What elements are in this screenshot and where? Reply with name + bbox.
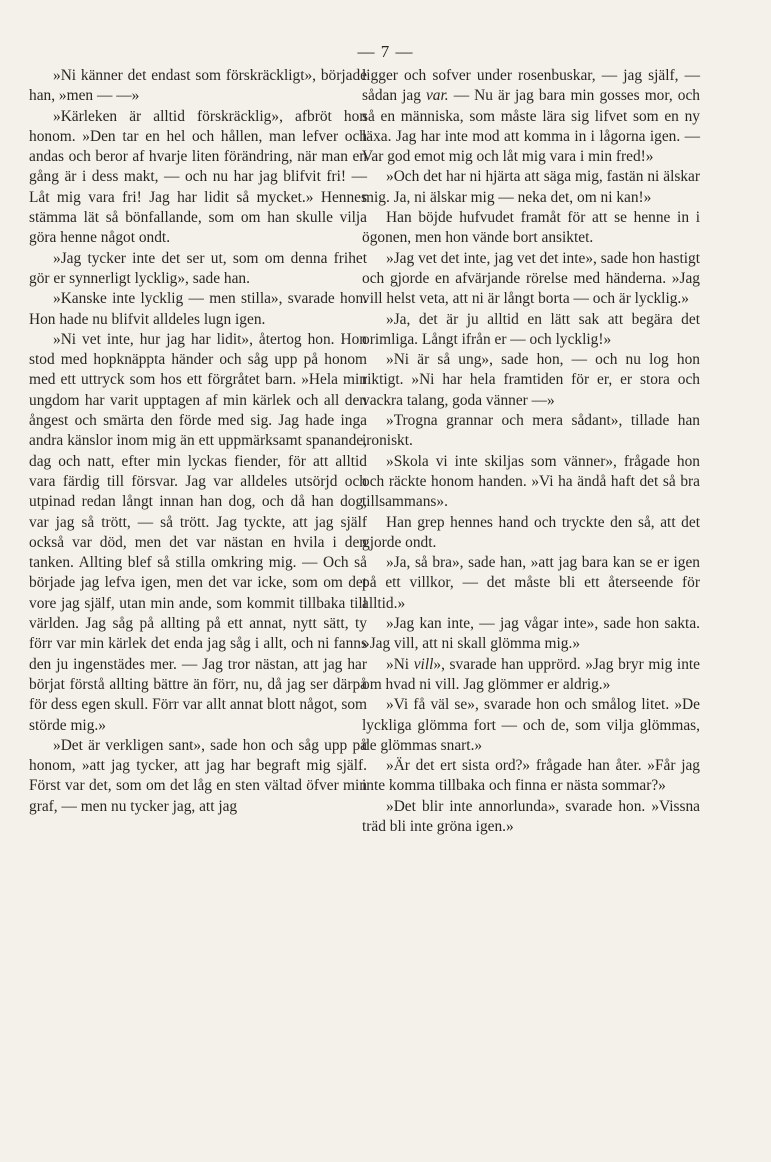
left-text-column [29, 66, 367, 817]
paragraph: »Skola vi inte skiljas som vänner», frågade hon och räckte honom handen. »Vi ha ändå haft det så bra tillsammans». [362, 452, 700, 511]
paragraph: »Trogna grannar och mera sådant», tillade han ironiskt. [362, 412, 700, 450]
paragraph-continued [362, 66, 700, 167]
paragraph: »Är det ert sista ord?» frågade han åter. »Får jag inte komma tillbaka och finna er nästa sommar?» [362, 757, 700, 795]
paragraph: »Ja, det är ju alltid en lätt sak att begära det orimliga. Långt ifrån er — och lycklig!» [362, 310, 700, 348]
paragraph: »Jag tycker inte det ser ut, som om denna frihet gör er synnerligt lycklig», sade han. [29, 249, 367, 287]
text-run: »Ni [386, 655, 414, 673]
text-run: — Nu är jag bara min gosses mor, och så en människa, som måste lära sig lifvet som en ny läxa. Jag har inte mod att komma in i lågorna igen. — Var god emot mig och låt mig vara i min fred!» [362, 87, 700, 166]
paragraph: »Ni känner det endast som förskräckligt», började han, »men — —» [29, 67, 367, 105]
paragraph: »Det blir inte annorlunda», svarade hon. »Vissna träd bli inte gröna igen.» [362, 797, 700, 835]
page-number: — 7 — [357, 42, 414, 61]
paragraph: »Vi få väl se», svarade hon och smålog litet. »De lyckliga glömma fort — och de, som vilja glömmas, de glömmas snart.» [362, 696, 700, 754]
italic-word: vill [413, 655, 434, 673]
paragraph: »Jag kan inte, — jag vågar inte», sade hon sakta. »Jag vill, att ni skall glömma mig.» [362, 615, 700, 653]
paragraph: »Det är verkligen sant», sade hon och såg upp på honom, »att jag tycker, att jag har begraft mig själf. Först var det, som om det låg en sten vältad öfver min graf, — men nu tycker jag, att jag [29, 736, 367, 815]
paragraph: »Ja, så bra», sade han, »att jag bara kan se er igen på ett villkor, — det måste bli ett återseende för alltid.» [362, 554, 700, 612]
right-text-column [362, 66, 700, 837]
text-run: ligger och sofver under rosenbuskar, — jag själf, — sådan jag [362, 67, 700, 105]
paragraph: Han grep hennes hand och tryckte den så, att det gjorde ondt. [362, 513, 700, 551]
paragraph: »Kärleken är alltid förskräcklig», afbröt hon honom. »Den tar en hel och hållen, man lefver och andas och beror af hvarje liten förändring, när man en gång är i dess makt, — och nu har jag blifvit fri! — Låt mig vara fri! Jag har lidit så mycket.» Hennes stämma lät så bönfallande, som om han skulle vilja göra henne något ondt. [29, 107, 367, 247]
paragraph [362, 655, 700, 696]
paragraph: »Ni vet inte, hur jag har lidit», återtog hon. Hon stod med hopknäppta händer och såg upp på honom med ett uttryck som hos ett förgråtet barn. »Hela min ungdom har varit upptagen af min kärlek och all den ångest och smärta den förde med sig. Jag hade inga andra känslor inom mig än ett uppmärksamt spanande, dag och natt, efter min lyckas fiender, för att alltid vara färdig till försvar. Jag var alldeles utsörjd och utpinad redan långt innan han dog, och då han dog, var jag så trött, — så trött. Jag tyckte, att jag själf också var död, men det var nästan en hvila i den tanken. Allting blef så stilla omkring mig. — Och så började jag lefva igen, men det var icke, som om det vore jag själf, utan min ande, som kommit tillbaka till världen. Jag såg på allting på ett annat, nytt sätt, ty förr var min kärlek det enda jag såg i allt, och ni fanns den ju ingenstädes mer. — Jag tror nästan, att jag har börjat förstå allting bättre än förr, nu, då jag ser därpå för dess egen skull. Förr var allt annat blott något, som störde mig.» [29, 330, 367, 734]
italic-word: var. [425, 87, 449, 105]
paragraph: Han böjde hufvudet framåt för att se henne in i ögonen, men hon vände bort ansiktet. [362, 209, 700, 247]
paragraph: »Ni är så ung», sade hon, — och nu log hon riktigt. »Ni har hela framtiden för er, er stora och vackra talang, goda vänner —» [362, 351, 700, 409]
paragraph: »Kanske inte lycklig — men stilla», svarade hon. Hon hade nu blifvit alldeles lugn igen. [29, 290, 367, 328]
text-run: », svarade han upprörd. »Jag bryr mig inte om hvad ni vill. Jag glömmer er aldrig.» [362, 655, 700, 693]
paragraph: »Och det har ni hjärta att säga mig, fastän ni älskar mig. Ja, ni älskar mig — neka det, om ni kan!» [362, 168, 700, 206]
paragraph: »Jag vet det inte, jag vet det inte», sade hon hastigt och gjorde en afvärjande rörelse med händerna. »Jag vill helst veta, att ni är långt borta — och är lycklig.» [362, 249, 700, 308]
